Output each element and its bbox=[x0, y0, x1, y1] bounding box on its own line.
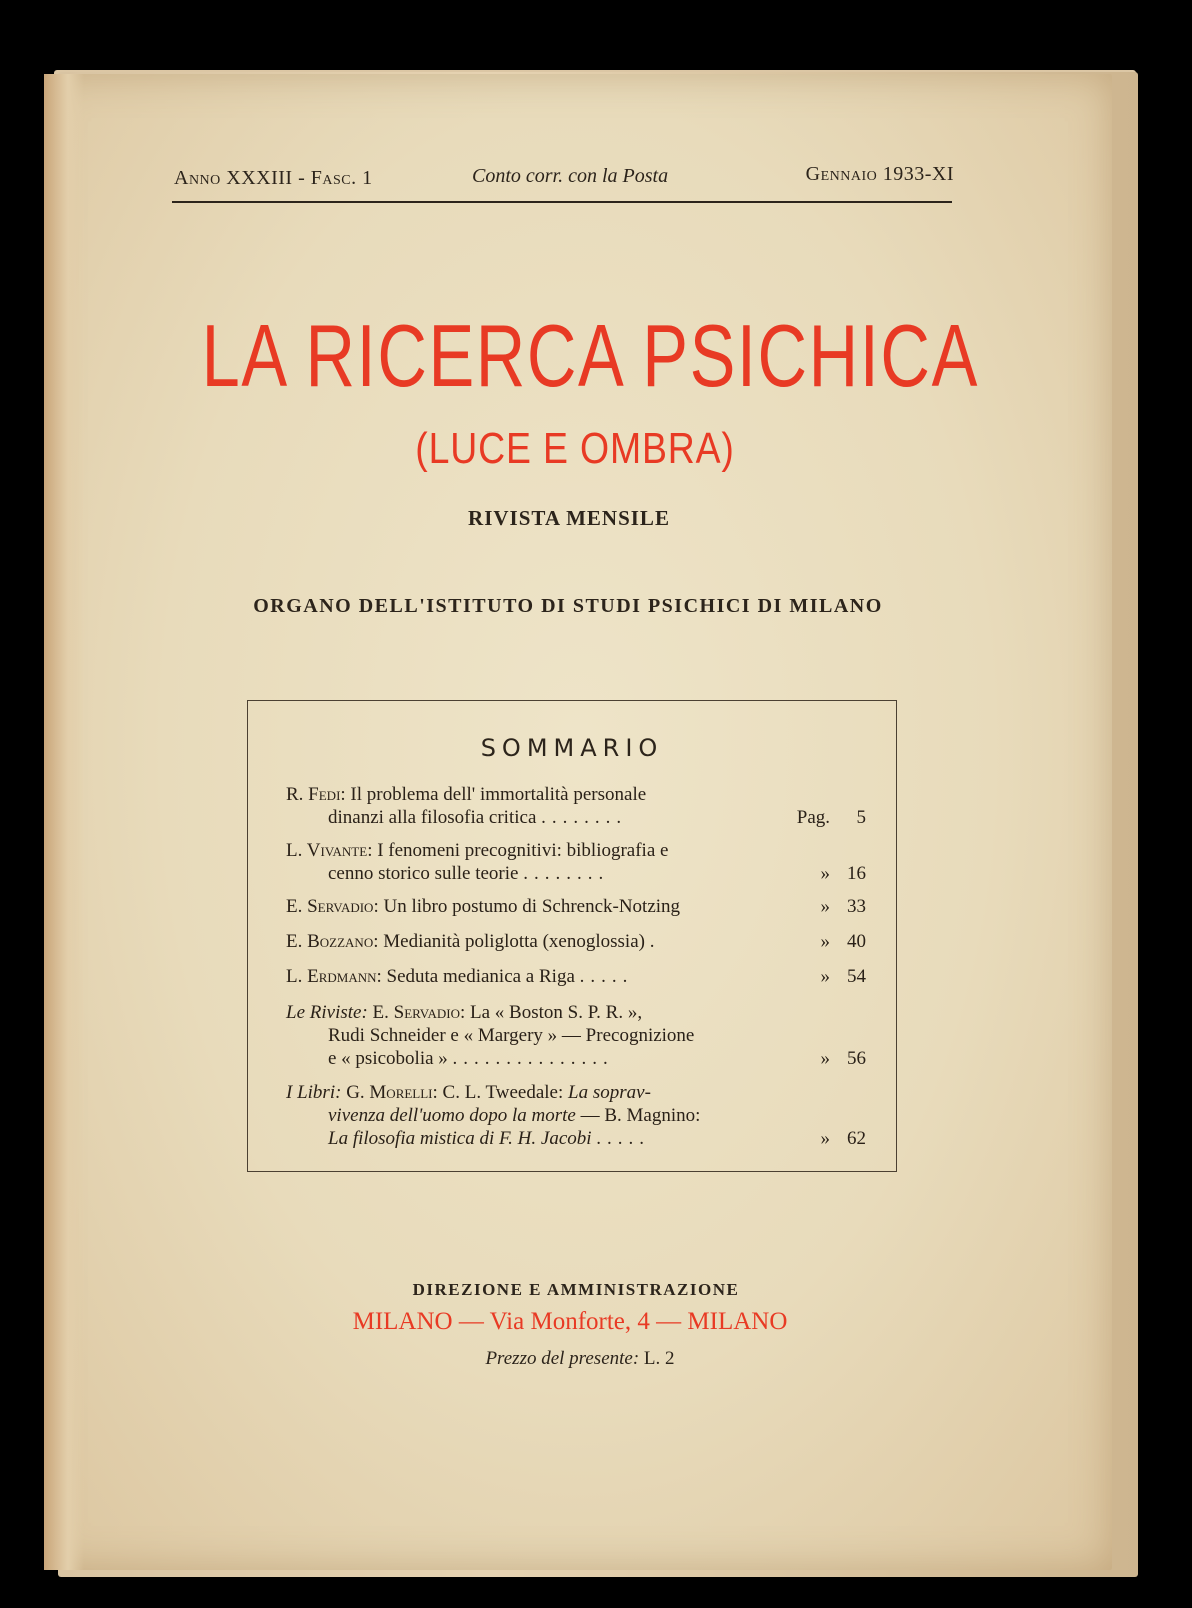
toc-title: cenno storico sulle teorie bbox=[328, 863, 519, 884]
direzione-label: DIREZIONE E AMMINISTRAZIONE bbox=[412, 1280, 740, 1299]
toc-page: 33 bbox=[847, 896, 866, 917]
toc-title: : Seduta medianica a Riga bbox=[376, 966, 575, 987]
toc-author: E. Servadio bbox=[286, 896, 374, 917]
publisher-address: MILANO — Via Monforte, 4 — MILANO bbox=[352, 1308, 788, 1335]
cover-spine bbox=[44, 74, 84, 1570]
header-rule bbox=[172, 201, 952, 203]
toc-page: 40 bbox=[847, 931, 866, 952]
toc-entry bbox=[286, 895, 866, 918]
toc-author: L. Vivante bbox=[286, 840, 368, 861]
price-label: Prezzo del presente: bbox=[485, 1348, 640, 1369]
price-value: L. 2 bbox=[643, 1348, 675, 1369]
toc-section: I Libri: bbox=[286, 1082, 342, 1103]
toc-entry: Le Riviste: E. Servadio: La « Boston S. P. R. », Rudi Schneider e « Margery » — Precognizione e « psicobolia » ............... » 56 bbox=[286, 1002, 866, 1069]
toc-title: dinanzi alla filosofia critica bbox=[328, 807, 537, 828]
toc-entry: R. Fedi: Il problema dell' immortalità personale dinanzi alla filosofia critica ........ Pag. 5 bbox=[286, 784, 866, 828]
toc-title: — B. Magnino: bbox=[575, 1105, 701, 1126]
toc-page-label: » bbox=[820, 966, 830, 987]
price bbox=[0, 1348, 1160, 1370]
toc-section: Le Riviste: bbox=[286, 1002, 368, 1023]
issue-date: Gennaio 1933-XI bbox=[805, 163, 954, 185]
toc-page-label: » bbox=[820, 896, 830, 917]
toc-author: E. Servadio bbox=[372, 1002, 460, 1023]
toc-page-label: » bbox=[820, 931, 830, 952]
toc-page: 56 bbox=[847, 1048, 866, 1069]
toc-entry: I Libri: G. Morelli: C. L. Tweedale: La soprav- vivenza dell'uomo dopo la morte — B. Magnino: La filosofia mistica di F. H. Jacobi ..... » 62 bbox=[286, 1082, 866, 1149]
toc-title: : I fenomeni precognitivi: bibliografia e bbox=[367, 840, 669, 861]
magazine-title: LA RICERCA PSICHICA bbox=[201, 306, 979, 405]
toc-author: G. Morelli bbox=[346, 1082, 433, 1103]
toc-page: 5 bbox=[856, 807, 866, 828]
toc-title: La filosofia mistica di F. H. Jacobi bbox=[328, 1128, 592, 1149]
publisher-organ: ORGANO DELL'ISTITUTO DI STUDI PSICHICI DI MILANO bbox=[253, 595, 883, 617]
toc-page: 16 bbox=[847, 863, 866, 884]
periodicity: RIVISTA MENSILE bbox=[468, 506, 670, 530]
toc-title: : Un libro postumo di Schrenck-Notzing bbox=[373, 896, 681, 917]
toc-author: R. Fedi bbox=[286, 784, 341, 805]
toc-page: 62 bbox=[847, 1128, 866, 1149]
toc-entry: L. Vivante: I fenomeni precognitivi: bibliografia e cenno storico sulle teorie ........ » 16 bbox=[286, 840, 866, 884]
toc-page-label: Pag. bbox=[796, 807, 830, 828]
toc-title: : Il problema dell' immortalità personale bbox=[340, 784, 647, 805]
toc-title: vivenza dell'uomo dopo la morte bbox=[328, 1105, 576, 1126]
toc-title: La soprav- bbox=[568, 1082, 651, 1103]
toc-title: : La « Boston S. P. R. », bbox=[459, 1002, 643, 1023]
toc-page: 54 bbox=[847, 966, 866, 987]
toc-page-label: » bbox=[820, 1128, 830, 1149]
toc-title: : C. L. Tweedale: bbox=[432, 1082, 569, 1103]
table-of-contents bbox=[247, 700, 897, 1172]
toc-title: Rudi Schneider e « Margery » — Precognizione bbox=[328, 1025, 695, 1046]
postal-note: Conto corr. con la Posta bbox=[472, 165, 669, 187]
toc-page-label: » bbox=[820, 863, 830, 884]
issue-header bbox=[174, 163, 954, 199]
toc-author: E. Bozzano bbox=[286, 931, 374, 952]
magazine-subtitle: (LUCE E OMBRA) bbox=[415, 424, 735, 473]
toc-heading: SOMMARIO bbox=[480, 734, 664, 762]
issue-number: Anno XXXIII - Fasc. 1 bbox=[174, 167, 373, 189]
toc-author: L. Erdmann bbox=[286, 966, 377, 987]
toc-page-label: » bbox=[820, 1048, 830, 1069]
toc-entry: E. Bozzano: Medianità poliglotta (xenoglossia) . » 40 bbox=[286, 931, 866, 952]
toc-title: : Medianità poliglotta (xenoglossia) bbox=[373, 931, 645, 952]
toc-entry: L. Erdmann: Seduta medianica a Riga ..... » 54 bbox=[286, 966, 866, 987]
toc-title: e « psicobolia » bbox=[328, 1048, 448, 1069]
